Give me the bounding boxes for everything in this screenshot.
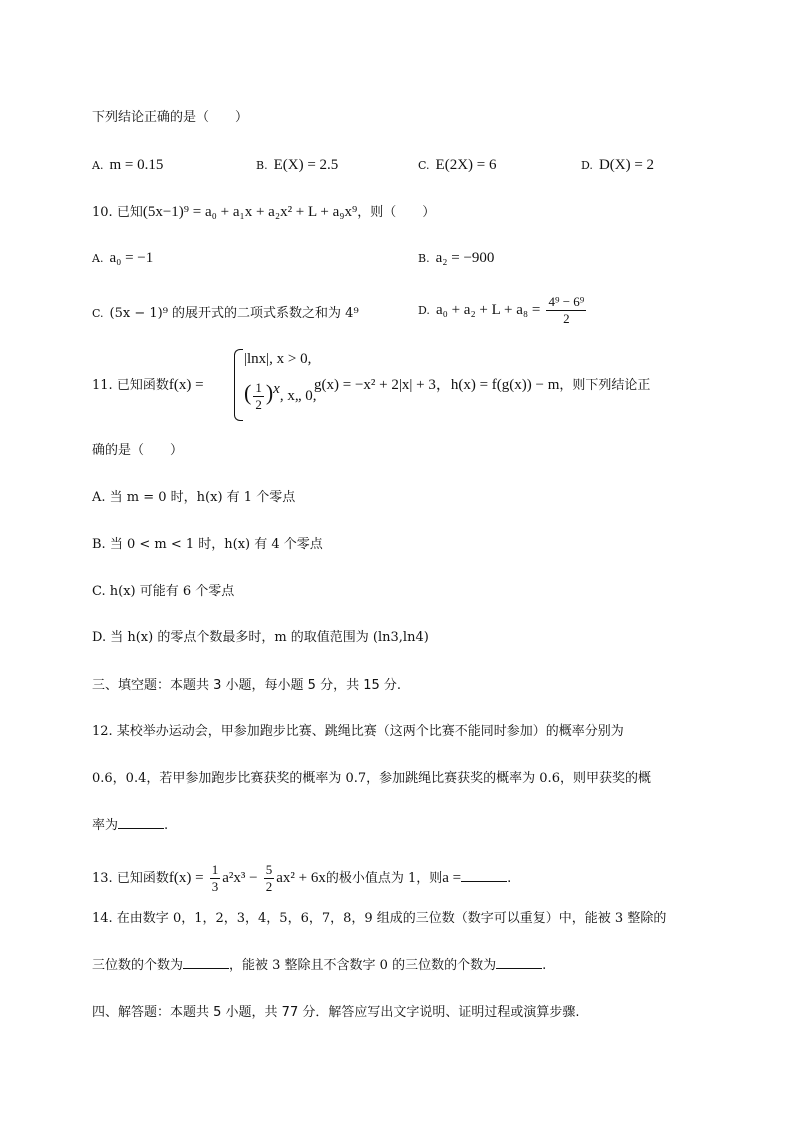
q11-option-d: D. 当 h(x) 的零点个数最多时，m 的取值范围为 (ln3,ln4) xyxy=(92,630,429,645)
q11-stem-right: g(x) = −x² + 2|x| + 3，h(x) = f(g(x)) − m，则下列结论正 xyxy=(314,377,651,393)
q9-option-d: D. D(X) = 2 xyxy=(581,157,655,173)
q9-option-b: B. E(X) = 2.5 xyxy=(256,157,339,173)
q14-answer-blank-1[interactable] xyxy=(183,956,229,969)
q9-option-a: A. m = 0.15 xyxy=(92,157,164,173)
q9-stem: 下列结论正确的是（ ） xyxy=(92,110,249,125)
q12-line-2: 0.6，0.4，若甲参加跑步比赛获奖的概率为 0.7，参加跳绳比赛获奖的概率为 0.6，则甲获奖的概 xyxy=(92,771,651,786)
q14-line-2: 三位数的个数为 ，能被 3 整除且不含数字 0 的三位数的个数为 . xyxy=(92,958,547,973)
q11-stem-continuation: 确的是（ ） xyxy=(92,443,184,458)
q10-option-d: D. a₀ + a₂ + L + a₈ = $\frac{\text{4⁹ − 6⁹}}{2}$ xyxy=(418,294,585,326)
q13-answer-blank[interactable] xyxy=(461,869,507,882)
section-4-heading: 四、解答题：本题共 5 小题，共 77 分．解答应写出文字说明、证明过程或演算步骤. xyxy=(92,1005,580,1020)
q11-option-c: C. h(x) 可能有 6 个零点 xyxy=(92,584,235,599)
q11-option-b: B. 当 0 < m < 1 时，h(x) 有 4 个零点 xyxy=(92,537,323,552)
q14-answer-blank-2[interactable] xyxy=(496,956,542,969)
q10-stem: 10. 已知(5x−1)⁹ = a₀ + a₁x + a₂x² + L + a₉x⁹，则（ ） xyxy=(92,204,436,220)
section-3-heading: 三、填空题：本题共 3 小题，每小题 5 分，共 15 分. xyxy=(92,678,402,693)
q11-option-a: A. 当 m = 0 时，h(x) 有 1 个零点 xyxy=(92,490,296,505)
q11-case-2: ( $\frac{1}{2}$ )$^x$, x„ 0, xyxy=(244,380,317,412)
q12-line-1: 12. 某校举办运动会，甲参加跑步比赛、跳绳比赛（这两个比赛不能同时参加）的概率分别为 xyxy=(92,724,624,739)
q13-stem: 13. 已知函数f(x) = $\frac{1}{3}$ a²x³ − $\frac{5}{2}$ ax² + 6x的极小值点为 1，则a = . xyxy=(92,862,512,894)
q10-option-b: B. a₂ = −900 xyxy=(418,250,495,266)
q14-line-1: 14. 在由数字 0，1，2，3，4，5，6，7，8，9 组成的三位数（数字可以重复）中，能被 3 整除的 xyxy=(92,911,667,926)
piecewise-brace xyxy=(234,349,243,421)
q10-option-a: A. a₀ = −1 xyxy=(92,250,154,266)
q10-option-c: C. (5x − 1)⁹ 的展开式的二项式系数之和为 4⁹ xyxy=(92,306,359,321)
q12-line-3: 率为 . xyxy=(92,818,169,833)
q11-case-1: |lnx|, x > 0, xyxy=(244,351,312,367)
q12-answer-blank[interactable] xyxy=(118,816,164,829)
q11-stem-left: 11. 已知函数f(x) = xyxy=(92,377,204,393)
q9-option-c: C. E(2X) = 6 xyxy=(418,157,497,173)
q10-d-fraction: $\frac{\text{4⁹ − 6⁹}}{2}$ xyxy=(548,294,585,326)
